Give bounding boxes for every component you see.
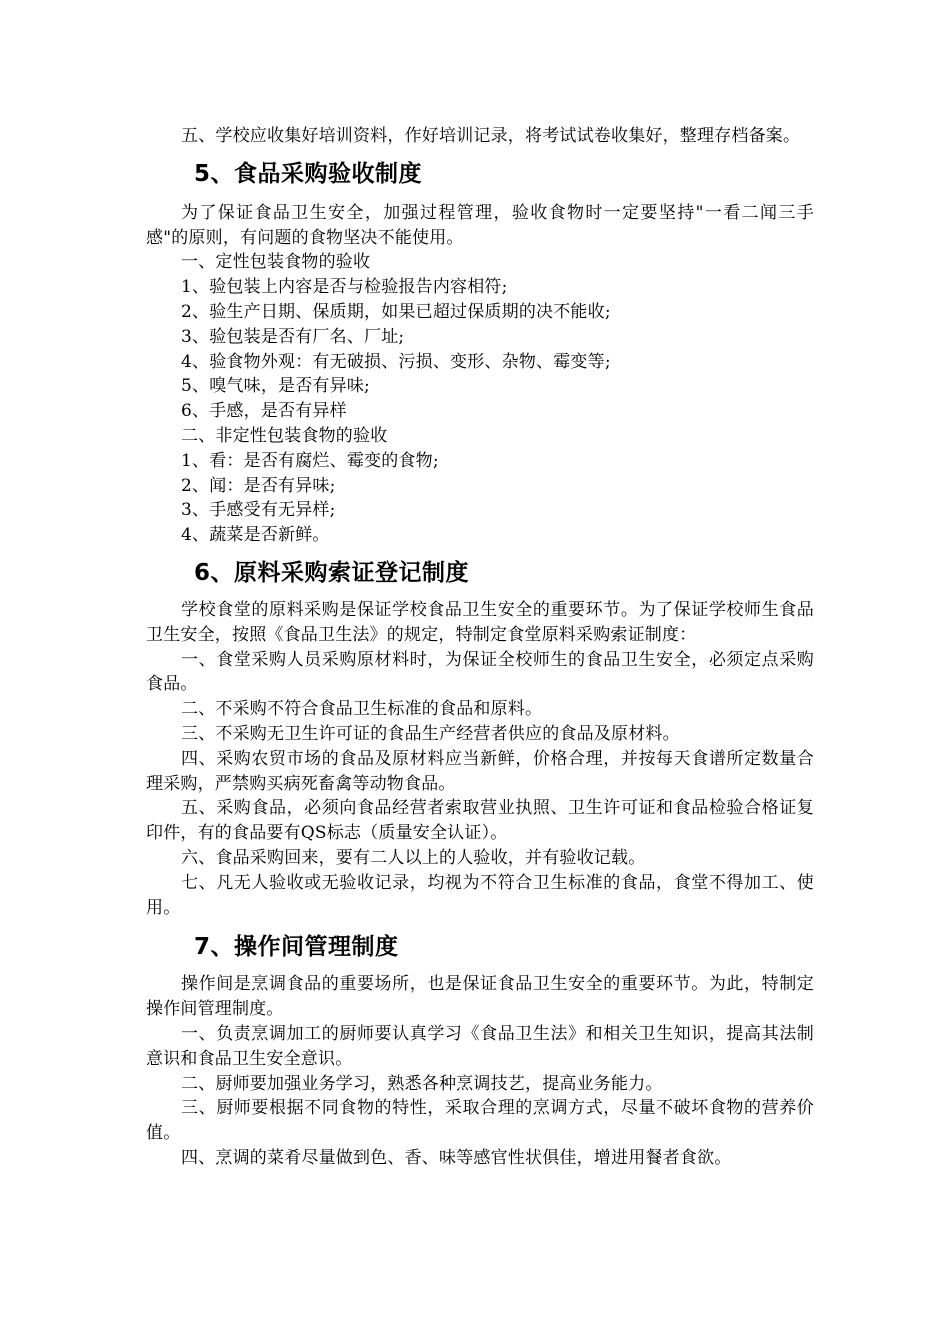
section-5-paragraph: 2、验生产日期、保质期，如果已超过保质期的决不能收;	[181, 301, 611, 322]
section-6-paragraph: 五、采购食品，必须向食品经营者索取营业执照、卫生许可证和食品检验合格证复印件，有的食品要有QS标志（质量安全认证）。	[146, 798, 814, 844]
section-5-paragraph: 一、定性包装食物的验收	[181, 252, 371, 273]
section-7-paragraph: 一、负责烹调加工的厨师要认真学习《食品卫生法》和相关卫生知识，提高其法制意识和食品卫生安全意识。	[146, 1023, 814, 1069]
section-6-paragraph: 三、不采购无卫生许可证的食品生产经营者供应的食品及原材料。	[181, 723, 680, 744]
section-5-paragraph: 3、验包装是否有厂名、厂址;	[181, 326, 405, 347]
section-5-paragraph: 二、非定性包装食物的验收	[181, 425, 388, 446]
section-7-paragraph: 操作间是烹调食品的重要场所，也是保证食品卫生安全的重要环节。为此，特制定操作间管理制度。	[146, 974, 814, 1020]
section-6-paragraph: 七、凡无人验收或无验收记录，均视为不符合卫生标准的食品，食堂不得加工、使用。	[146, 872, 814, 918]
intro-block	[146, 124, 814, 149]
section-5-paragraph: 4、验食物外观：有无破损、污损、变形、杂物、霉变等;	[181, 351, 611, 372]
section-5-title: 5、食品采购验收制度	[194, 160, 423, 187]
section-5-paragraph: 为了保证食品卫生安全，加强过程管理，验收食物时一定要坚持"一看二闻三手感"的原则，有问题的食物坚决不能使用。	[146, 202, 814, 248]
section-7-title: 7、操作间管理制度	[194, 934, 399, 961]
section-5-body	[146, 201, 814, 548]
section-7-paragraph: 二、厨师要加强业务学习，熟悉各种烹调技艺，提高业务能力。	[181, 1073, 663, 1094]
section-7-paragraph: 三、厨师要根据不同食物的特性，采取合理的烹调方式，尽量不破坏食物的营养价值。	[146, 1098, 814, 1144]
intro-paragraph: 五、学校应收集好培训资料，作好培训记录，将考试试卷收集好，整理存档备案。	[181, 126, 801, 146]
section-5-paragraph: 1、验包装上内容是否与检验报告内容相符;	[181, 277, 508, 298]
section-6-paragraph: 六、食品采购回来，要有二人以上的人验收，并有验收记载。	[181, 847, 646, 868]
section-5-paragraph: 2、闻：是否有异味;	[181, 475, 336, 496]
section-6-paragraph: 一、食堂采购人员采购原材料时，为保证全校师生的食品卫生安全，必须定点采购食品。	[146, 649, 814, 695]
section-6-body	[146, 598, 814, 920]
section-6-paragraph: 二、不采购不符合食品卫生标准的食品和原料。	[181, 699, 543, 720]
section-7-body	[146, 972, 814, 1170]
section-5-paragraph: 5、嗅气味，是否有异味;	[181, 376, 370, 397]
section-5-paragraph: 3、手感受有无异样;	[181, 500, 336, 521]
section-6-paragraph: 四、采购农贸市场的食品及原材料应当新鲜，价格合理，并按每天食谱所定数量合理采购，严禁购买病死畜禽等动物食品。	[146, 748, 814, 794]
section-6-paragraph: 学校食堂的原料采购是保证学校食品卫生安全的重要环节。为了保证学校师生食品卫生安全，按照《食品卫生法》的规定，特制定食堂原料采购索证制度：	[146, 599, 814, 645]
document-body	[146, 124, 814, 1171]
section-5-paragraph: 1、看：是否有腐烂、霉变的食物;	[181, 450, 439, 471]
section-6-title: 6、原料采购索证登记制度	[194, 559, 470, 586]
section-5-paragraph: 6、手感，是否有异样	[181, 401, 347, 422]
section-7-paragraph: 四、烹调的菜肴尽量做到色、香、味等感官性状俱佳，增进用餐者食欲。	[181, 1147, 732, 1168]
section-5-paragraph: 4、蔬菜是否新鲜。	[181, 525, 330, 546]
